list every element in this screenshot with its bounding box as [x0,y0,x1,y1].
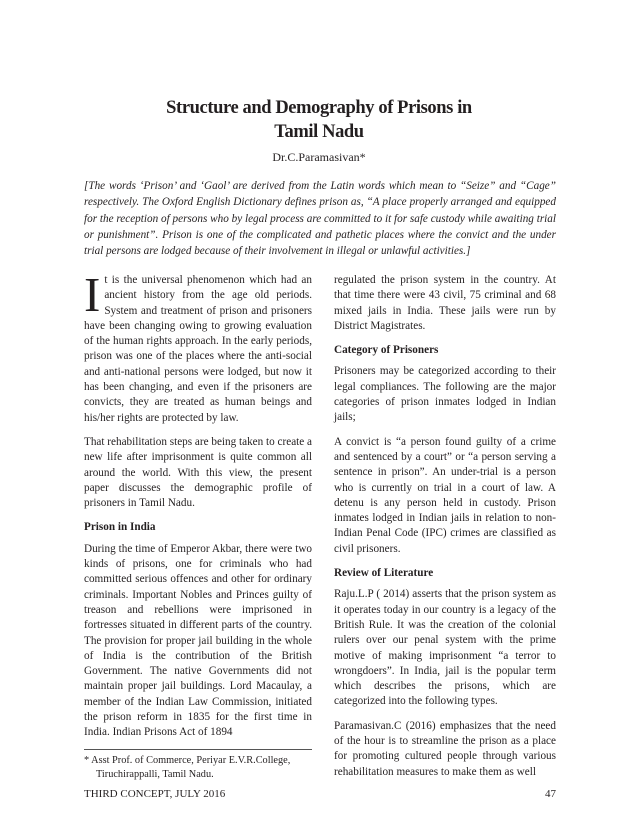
abstract: [The words ‘Prison’ and ‘Gaol’ are derived from the Latin words which mean to “Seize” and “Cage” respectively. The Oxford English Dictionary defines prison as, “A place properly arranged and equipped for the reception of persons who by legal process are committed to it for safe custody while awaiting trial or punishment”. Prison is one of the complicated and pathetic places where the convict and the under trial persons are lodged because of their involvement in illegal or unlawful activities.] [84,180,556,258]
title-line-2: Tamil Nadu [274,122,364,142]
drop-cap: I [84,267,101,322]
paragraph-raju: Raju.L.P ( 2014) asserts that the prison system as it operates today in our country is a legacy of the British Rule. It was the creation of the colonial rulers over our penal system with the prime motive of making imprisonment “a terror to wrongdoers”. In India, jail is the popular term which describes the prisons, which are categorized into the following types. [334,588,556,708]
paragraph-convict: A convict is “a person found guilty of a crime and sentenced by a court” or “a person serving a sentence in prison”. An under-trial is a person who is currently on trial in a court of law. A detenu is any person held in custody. Prison inmates lodged in Indian jails in relation to non-Indian Penal Code (IPC) crimes are classified as civil prisoners. [334,435,556,555]
paragraph-paramasivan: Paramasivan.C (2016) emphasizes that the need of the hour is to streamline the prison as a place for promoting cultured people through various rehabilitation measures to make them as well [334,719,556,778]
article-title [60,96,578,144]
heading-prison-in-india: Prison in India [84,521,156,534]
paragraph-regulated: regulated the prison system in the country. At that time there were 43 civil, 75 criminal and 68 mixed jails in India. These jails were run by District Magistrates. [334,274,556,332]
footnote-line-1: * Asst Prof. of Commerce, Periyar E.V.R.College, [84,755,291,766]
paragraph-categories: Prisoners may be categorized according to their legal compliances. The following are the major categories of prison inmates lodged in Indian jails; [334,365,556,424]
footnote [84,754,312,782]
footnote-divider [84,749,312,750]
page-number: 47 [545,788,556,800]
paragraph-rehabilitation: That rehabilitation steps are being taken to create a new life after imprisonment is quite common all around the world. With this view, the present paper discusses the demographic profile of prisoners in Tamil Nadu. [84,435,312,510]
title-line-1: Structure and Demography of Prisons in [166,98,472,118]
intro-text: t is the universal phenomenon which had an ancient history from the age old periods. System and treatment of prison and prisoners have been changing owing to growing evaluation of the human rights approach. In the early periods, prison was one of the places where the anti-social and anti-national persons were lodged, but now it has been changing, and even if the prisoners are convicts, they are treated as human beings and his/her rights are protected by law. [84,274,312,424]
intro-paragraph [84,267,312,426]
right-column [334,273,556,789]
paragraph-akbar: During the time of Emperor Akbar, there were two kinds of prisons, one for criminals who had committed serious offences and other for ordinary criminals. Important Nobles and Princes guilty of treason and rebellions were imprisoned in fortresses situated in different parts of the country. The provision for proper jail building in the whole of India is the contribution of the British Government. The native Governments did not maintain proper jail buildings. Lord Macaulay, a member of the Indian Law Commission, initiated the prison reform in 1835 for the first time in India. Indian Prisons Act of 1894 [84,542,312,739]
heading-review-of-literature: Review of Literature [334,567,434,580]
heading-category-of-prisoners: Category of Prisoners [334,344,439,357]
left-column [84,267,312,750]
author-name: Dr.C.Paramasivan* [272,150,366,164]
footnote-line-2: Tiruchirappalli, Tamil Nadu. [96,769,214,780]
journal-footer: THIRD CONCEPT, JULY 2016 [84,788,226,800]
